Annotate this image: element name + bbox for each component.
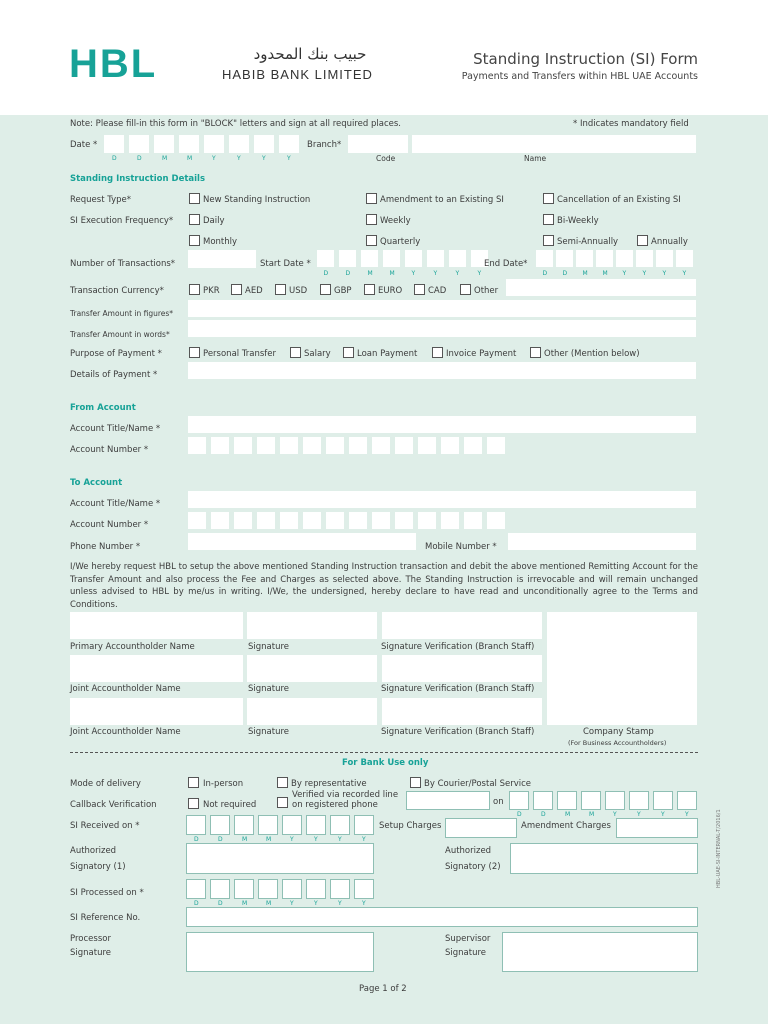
personal-transfer-label: Personal Transfer	[203, 349, 277, 359]
from-account-digit-box[interactable]	[257, 437, 275, 454]
processed-date-digit-letter: Y	[362, 900, 366, 907]
supervisor-label-a: Supervisor	[445, 934, 491, 944]
phone-label: Phone Number *	[70, 542, 141, 552]
semiannually-label: Semi-Annually	[557, 237, 619, 247]
joint1-verification-label: Signature Verification (Branch Staff)	[381, 684, 535, 694]
monthly-checkbox[interactable]	[189, 235, 200, 246]
callback-label: Callback Verification	[70, 800, 157, 810]
date-digit-letter: M	[187, 155, 193, 162]
to-account-heading: To Account	[70, 478, 123, 488]
received-date-digit-letter: M	[242, 836, 248, 843]
start-date-digit-letter: Y	[477, 270, 482, 277]
company-stamp-sublabel: (For Business Accountholders)	[568, 739, 667, 747]
to-account-digit-box[interactable]	[349, 512, 367, 529]
callback-date-digit-box[interactable]	[629, 791, 649, 810]
date-digit-box[interactable]	[179, 135, 199, 153]
date-digit-letter: Y	[262, 155, 266, 162]
date-digit-letter: Y	[212, 155, 216, 162]
received-date-digit-box[interactable]	[306, 815, 326, 835]
end-date-digit-letter: D	[562, 270, 568, 277]
mandatory-note: * Indicates mandatory field	[573, 119, 689, 129]
received-date-digit-letter: D	[194, 836, 199, 843]
date-label: Date *	[70, 140, 98, 150]
details-label: Details of Payment *	[70, 370, 158, 380]
processed-date-digit-box[interactable]	[210, 879, 230, 899]
callback-date-digit-letter: M	[589, 811, 595, 818]
bank-use-separator	[70, 752, 698, 753]
branch-name-input[interactable]	[412, 135, 696, 153]
details-input[interactable]	[188, 362, 696, 379]
by-representative-checkbox[interactable]	[277, 777, 288, 788]
callback-date-digit-letter: D	[541, 811, 546, 818]
aed-checkbox[interactable]	[231, 284, 242, 295]
quarterly-checkbox[interactable]	[366, 235, 377, 246]
joint2-verification-box[interactable]	[382, 698, 542, 725]
biweekly-checkbox[interactable]	[543, 214, 554, 225]
euro-label: EURO	[378, 286, 403, 296]
callback-date-digit-box[interactable]	[557, 791, 577, 810]
verified-line-2: on registered phone	[292, 799, 378, 810]
amendment-charges-label: Amendment Charges	[521, 821, 611, 831]
euro-checkbox[interactable]	[364, 284, 375, 295]
received-date-digit-box[interactable]	[258, 815, 278, 835]
loan-payment-label: Loan Payment	[357, 349, 418, 359]
other-currency-checkbox[interactable]	[460, 284, 471, 295]
from-account-digit-box[interactable]	[303, 437, 321, 454]
by-courier-label: By Courier/Postal Service	[424, 779, 532, 789]
amount-words-input[interactable]	[188, 320, 696, 337]
date-digit-box[interactable]	[129, 135, 149, 153]
verified-line-1: Verified via recorded line	[292, 790, 399, 800]
request-type-label: Request Type*	[70, 195, 132, 205]
processed-date-digit-letter: Y	[338, 900, 342, 907]
to-account-digit-box[interactable]	[280, 512, 298, 529]
semiannually-checkbox[interactable]	[543, 235, 554, 246]
date-digit-box[interactable]	[279, 135, 299, 153]
received-date-digit-letter: Y	[290, 836, 294, 843]
start-date-digit-box[interactable]	[339, 250, 356, 267]
primary-name-box[interactable]	[70, 612, 243, 639]
from-account-digit-box[interactable]	[487, 437, 505, 454]
si-received-label: SI Received on *	[70, 821, 140, 831]
aed-label: AED	[245, 286, 263, 296]
primary-signature-box[interactable]	[247, 612, 377, 639]
from-account-digit-box[interactable]	[326, 437, 344, 454]
joint1-verification-box[interactable]	[382, 655, 542, 682]
processed-date-digit-letter: M	[266, 900, 272, 907]
end-date-digit-box[interactable]	[556, 250, 573, 267]
to-account-digit-box[interactable]	[464, 512, 482, 529]
date-digit-letter: M	[162, 155, 168, 162]
amount-figures-label: Transfer Amount in figures*	[70, 309, 174, 318]
from-account-heading: From Account	[70, 403, 136, 413]
received-date-digit-letter: M	[266, 836, 272, 843]
to-account-digit-box[interactable]	[418, 512, 436, 529]
joint2-name-label: Joint Accountholder Name	[70, 727, 181, 737]
form-header	[0, 0, 768, 115]
processed-date-digit-letter: Y	[314, 900, 318, 907]
personal-transfer-checkbox[interactable]	[189, 347, 200, 358]
auth2-label-a: Authorized	[445, 846, 492, 856]
start-date-digit-letter: M	[389, 270, 395, 277]
joint1-name-box[interactable]	[70, 655, 243, 682]
start-date-digit-box[interactable]	[361, 250, 378, 267]
mobile-label: Mobile Number *	[425, 542, 497, 552]
date-digit-letter: D	[112, 155, 117, 162]
declaration-text: I/We hereby request HBL to setup the above mentioned Standing Instruction transaction and debit the above mentioned Remitting Account for the Transfer Amount and also process the Fee and Charges as selected above. The Standing Instruction is irrevocable and will remain unchanged unless advised to HBL by me/us in writing. I/We, the undersigned, hereby declare to have read and unconditionally agree to the Terms and Conditions.	[70, 562, 698, 610]
usd-label: USD	[289, 286, 308, 296]
other-currency-label: Other	[474, 286, 499, 296]
verified-recorded-label	[292, 791, 398, 810]
processed-date-digit-box[interactable]	[306, 879, 326, 899]
from-number-label: Account Number *	[70, 445, 149, 455]
received-date-digit-letter: D	[218, 836, 223, 843]
date-digit-box[interactable]	[254, 135, 274, 153]
form-title: Standing Instruction (SI) Form	[473, 50, 698, 68]
not-required-checkbox[interactable]	[188, 798, 199, 809]
joint2-name-box[interactable]	[70, 698, 243, 725]
cad-label: CAD	[428, 286, 447, 296]
to-account-digit-box[interactable]	[303, 512, 321, 529]
from-title-input[interactable]	[188, 416, 696, 433]
company-stamp-box[interactable]	[547, 612, 697, 725]
usd-checkbox[interactable]	[275, 284, 286, 295]
callback-date-digit-letter: M	[565, 811, 571, 818]
received-date-digit-box[interactable]	[330, 815, 350, 835]
callback-date-digit-box[interactable]	[653, 791, 673, 810]
end-date-digit-letter: Y	[642, 270, 647, 277]
to-account-digit-box[interactable]	[441, 512, 459, 529]
end-date-label: End Date*	[484, 259, 528, 269]
supervisor-signature-box[interactable]	[502, 932, 698, 972]
start-date-label: Start Date *	[260, 259, 311, 269]
start-date-digit-box[interactable]	[405, 250, 422, 267]
from-account-digit-box[interactable]	[234, 437, 252, 454]
callback-date-digit-box[interactable]	[509, 791, 529, 810]
processed-date-digit-letter: D	[218, 900, 223, 907]
amendment-charges-input[interactable]	[616, 818, 698, 838]
date-digit-box[interactable]	[104, 135, 124, 153]
other-currency-input[interactable]	[506, 279, 696, 296]
daily-checkbox[interactable]	[189, 214, 200, 225]
si-reference-input[interactable]	[186, 907, 698, 927]
callback-date-digit-letter: Y	[613, 811, 617, 818]
mode-label: Mode of delivery	[70, 779, 141, 789]
si-reference-label: SI Reference No.	[70, 913, 141, 923]
date-digit-box[interactable]	[154, 135, 174, 153]
joint1-name-label: Joint Accountholder Name	[70, 684, 181, 694]
to-title-label: Account Title/Name *	[70, 499, 161, 509]
salary-label: Salary	[304, 349, 331, 359]
authorized-signatory-2-box[interactable]	[510, 843, 698, 874]
end-date-digit-box[interactable]	[536, 250, 553, 267]
to-number-label: Account Number *	[70, 520, 149, 530]
quarterly-label: Quarterly	[380, 237, 421, 247]
processed-date-digit-letter: M	[242, 900, 248, 907]
setup-charges-input[interactable]	[445, 818, 517, 838]
si-processed-label: SI Processed on *	[70, 888, 144, 898]
end-date-digit-letter: Y	[622, 270, 627, 277]
new-si-label: New Standing Instruction	[203, 195, 311, 205]
joint2-signature-box[interactable]	[247, 698, 377, 725]
primary-name-label: Primary Accountholder Name	[70, 642, 195, 652]
to-title-input[interactable]	[188, 491, 696, 508]
from-account-digit-box[interactable]	[349, 437, 367, 454]
start-date-digit-box[interactable]	[427, 250, 444, 267]
end-date-digit-box[interactable]	[616, 250, 633, 267]
start-date-digit-letter: Y	[433, 270, 438, 277]
to-account-digit-box[interactable]	[234, 512, 252, 529]
to-account-digit-box[interactable]	[372, 512, 390, 529]
annually-label: Annually	[651, 237, 688, 247]
from-account-digit-box[interactable]	[188, 437, 206, 454]
monthly-label: Monthly	[203, 237, 238, 247]
hbl-logo: HBL	[69, 42, 158, 86]
processed-date-digit-letter: Y	[290, 900, 294, 907]
amount-figures-input[interactable]	[188, 300, 696, 317]
from-account-digit-box[interactable]	[441, 437, 459, 454]
callback-date-digit-letter: D	[517, 811, 522, 818]
invoice-payment-label: Invoice Payment	[446, 349, 517, 359]
received-date-digit-box[interactable]	[234, 815, 254, 835]
to-account-digit-box[interactable]	[257, 512, 275, 529]
from-account-digit-box[interactable]	[211, 437, 229, 454]
cancellation-si-checkbox[interactable]	[543, 193, 554, 204]
amendment-si-label: Amendment to an Existing SI	[380, 195, 504, 205]
auth2-label-b: Signatory (2)	[445, 862, 501, 872]
branch-label: Branch*	[307, 140, 342, 150]
end-date-digit-box[interactable]	[596, 250, 613, 267]
callback-date-digit-box[interactable]	[605, 791, 625, 810]
cad-checkbox[interactable]	[414, 284, 425, 295]
name-label: Name	[524, 154, 547, 163]
in-person-label: In-person	[203, 779, 244, 789]
salary-checkbox[interactable]	[290, 347, 301, 358]
to-account-digit-box[interactable]	[211, 512, 229, 529]
authorized-signatory-1-box[interactable]	[186, 843, 374, 874]
start-date-digit-box[interactable]	[383, 250, 400, 267]
date-digit-letter: Y	[237, 155, 241, 162]
num-transactions-label: Number of Transactions*	[70, 259, 176, 269]
by-representative-label: By representative	[291, 779, 367, 789]
received-date-digit-letter: Y	[338, 836, 342, 843]
bank-use-heading: For Bank Use only	[342, 758, 429, 768]
amount-words-label: Transfer Amount in words*	[70, 330, 170, 339]
supervisor-label-b: Signature	[445, 948, 487, 958]
auth1-label-a: Authorized	[70, 846, 117, 856]
by-courier-checkbox[interactable]	[410, 777, 421, 788]
start-date-digit-box[interactable]	[317, 250, 334, 267]
form-subtitle: Payments and Transfers within HBL UAE Accounts	[461, 71, 698, 82]
processor-signature-box[interactable]	[186, 932, 374, 972]
joint1-signature-label: Signature	[248, 684, 290, 694]
received-date-digit-box[interactable]	[210, 815, 230, 835]
page-number: Page 1 of 2	[359, 984, 407, 994]
currency-label: Transaction Currency*	[70, 286, 164, 296]
si-details-heading: Standing Instruction Details	[70, 174, 206, 184]
processed-date-digit-box[interactable]	[258, 879, 278, 899]
other-purpose-label: Other (Mention below)	[544, 349, 640, 359]
gbp-label: GBP	[334, 286, 352, 296]
end-date-digit-box[interactable]	[676, 250, 693, 267]
start-date-digit-letter: M	[367, 270, 373, 277]
start-date-digit-box[interactable]	[449, 250, 466, 267]
weekly-label: Weekly	[380, 216, 411, 226]
end-date-digit-letter: M	[582, 270, 588, 277]
company-stamp-label: Company Stamp	[583, 727, 654, 737]
invoice-payment-checkbox[interactable]	[432, 347, 443, 358]
to-account-digit-box[interactable]	[326, 512, 344, 529]
primary-signature-label: Signature	[248, 642, 290, 652]
callback-date-digit-letter: Y	[637, 811, 641, 818]
biweekly-label: Bi-Weekly	[557, 216, 599, 226]
loan-payment-checkbox[interactable]	[343, 347, 354, 358]
date-digit-letter: Y	[287, 155, 291, 162]
amendment-si-checkbox[interactable]	[366, 193, 377, 204]
note-text: Note: Please fill-in this form in "BLOCK" letters and sign at all required places.	[70, 119, 402, 129]
end-date-digit-letter: Y	[662, 270, 667, 277]
callback-date-digit-box[interactable]	[581, 791, 601, 810]
from-account-digit-box[interactable]	[280, 437, 298, 454]
bank-name: HABIB BANK LIMITED	[222, 67, 373, 82]
processed-date-digit-box[interactable]	[330, 879, 350, 899]
date-digit-box[interactable]	[204, 135, 224, 153]
processed-date-digit-box[interactable]	[186, 879, 206, 899]
from-account-digit-box[interactable]	[418, 437, 436, 454]
frequency-label: SI Execution Frequency*	[70, 216, 174, 226]
callback-date-digit-box[interactable]	[677, 791, 697, 810]
in-person-checkbox[interactable]	[188, 777, 199, 788]
end-date-digit-letter: D	[542, 270, 548, 277]
phone-input[interactable]	[188, 533, 416, 550]
from-account-digit-box[interactable]	[395, 437, 413, 454]
setup-charges-label: Setup Charges	[379, 821, 442, 831]
end-date-digit-box[interactable]	[576, 250, 593, 267]
gbp-checkbox[interactable]	[320, 284, 331, 295]
not-required-label: Not required	[203, 800, 257, 810]
callback-date-digit-letter: Y	[685, 811, 689, 818]
start-date-digit-letter: Y	[455, 270, 460, 277]
date-digit-letter: D	[137, 155, 142, 162]
received-date-digit-box[interactable]	[282, 815, 302, 835]
end-date-digit-letter: M	[602, 270, 608, 277]
end-date-digit-letter: Y	[682, 270, 687, 277]
auth1-label-b: Signatory (1)	[70, 862, 126, 872]
cancellation-si-label: Cancellation of an Existing SI	[557, 195, 681, 205]
callback-date-digit-box[interactable]	[533, 791, 553, 810]
processed-date-digit-box[interactable]	[282, 879, 302, 899]
primary-verification-box[interactable]	[382, 612, 542, 639]
form-code: HBL-UAE-SI-INTERNAL-T/2016/1	[716, 809, 722, 888]
processed-date-digit-letter: D	[194, 900, 199, 907]
date-digit-box[interactable]	[229, 135, 249, 153]
mobile-input[interactable]	[508, 533, 696, 550]
received-date-digit-letter: Y	[362, 836, 366, 843]
processed-date-digit-box[interactable]	[234, 879, 254, 899]
from-title-label: Account Title/Name *	[70, 424, 161, 434]
start-date-digit-letter: D	[345, 270, 351, 277]
joint2-signature-label: Signature	[248, 727, 290, 737]
received-date-digit-box[interactable]	[186, 815, 206, 835]
end-date-digit-box[interactable]	[656, 250, 673, 267]
arabic-bank-name: حبيب بنك المحدود	[253, 45, 367, 63]
start-date-digit-letter: D	[323, 270, 329, 277]
num-transactions-input[interactable]	[188, 250, 256, 268]
from-account-digit-box[interactable]	[464, 437, 482, 454]
annually-checkbox[interactable]	[637, 235, 648, 246]
joint2-verification-label: Signature Verification (Branch Staff)	[381, 727, 535, 737]
purpose-label: Purpose of Payment *	[70, 349, 162, 359]
code-label: Code	[376, 154, 396, 163]
start-date-digit-letter: Y	[411, 270, 416, 277]
from-account-digit-box[interactable]	[372, 437, 390, 454]
callback-verifier-input[interactable]	[406, 791, 490, 810]
daily-label: Daily	[203, 216, 225, 226]
primary-verification-label: Signature Verification (Branch Staff)	[381, 642, 535, 652]
processor-label-b: Signature	[70, 948, 112, 958]
verified-recorded-checkbox[interactable]	[277, 797, 288, 808]
processor-label-a: Processor	[70, 934, 111, 944]
to-account-digit-box[interactable]	[487, 512, 505, 529]
pkr-checkbox[interactable]	[189, 284, 200, 295]
other-purpose-checkbox[interactable]	[530, 347, 541, 358]
processed-date-digit-box[interactable]	[354, 879, 374, 899]
end-date-digit-box[interactable]	[636, 250, 653, 267]
new-si-checkbox[interactable]	[189, 193, 200, 204]
weekly-checkbox[interactable]	[366, 214, 377, 225]
joint1-signature-box[interactable]	[247, 655, 377, 682]
on-label: on	[493, 797, 504, 807]
received-date-digit-letter: Y	[314, 836, 318, 843]
received-date-digit-box[interactable]	[354, 815, 374, 835]
pkr-label: PKR	[203, 286, 220, 296]
callback-date-digit-letter: Y	[661, 811, 665, 818]
to-account-digit-box[interactable]	[395, 512, 413, 529]
to-account-digit-box[interactable]	[188, 512, 206, 529]
branch-code-input[interactable]	[348, 135, 408, 153]
